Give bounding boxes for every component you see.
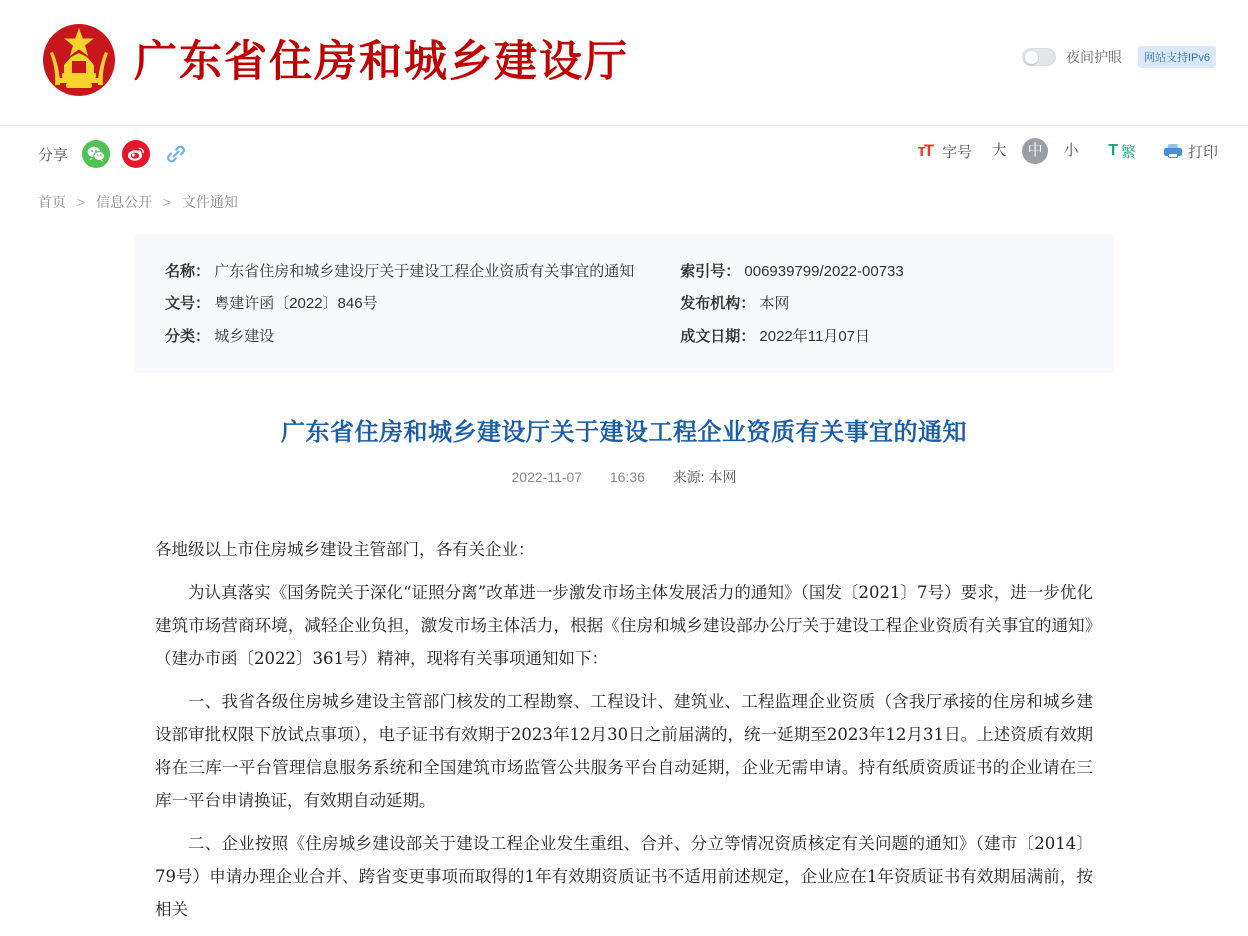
meta-key-name: 名称： [165, 263, 211, 280]
meta-row [680, 256, 1083, 288]
meta-row [165, 256, 634, 288]
traditional-chinese-toggle[interactable] [1108, 141, 1136, 162]
site-header [0, 0, 1248, 126]
source-label: 来源: [672, 468, 705, 485]
publish-time: 16:36 [609, 468, 645, 485]
source-value: 本网 [708, 468, 737, 485]
meta-value-index: 006939799/2022-00733 [744, 263, 904, 280]
ipv6-badge: 网站支持IPv6 [1138, 46, 1216, 68]
printer-icon [1164, 144, 1182, 158]
traditional-chinese-label: 繁 [1120, 143, 1136, 161]
toggle-knob [1025, 51, 1038, 64]
meta-key-category: 分类： [165, 327, 211, 345]
font-size-medium[interactable]: 中 [1022, 138, 1048, 164]
meta-column-right [634, 256, 1083, 353]
meta-row [165, 288, 634, 320]
header-utilities [1022, 46, 1216, 68]
page-title: 广东省住房和城乡建设厅关于建设工程企业资质有关事宜的通知 [281, 418, 967, 446]
font-size-large[interactable]: 大 [991, 142, 1007, 159]
meta-row [680, 321, 1083, 353]
page-toolbar [0, 126, 1248, 188]
meta-column-left [165, 256, 634, 353]
breadcrumb-item-notice[interactable]: 文件通知 [181, 194, 238, 210]
article-subline [99, 467, 1149, 487]
font-size-label: 字号 [942, 143, 973, 161]
meta-value-docnumber: 粤建许函〔2022〕846号 [214, 295, 378, 313]
meta-row [680, 288, 1083, 320]
breadcrumb-item-home[interactable]: 首页 [38, 194, 66, 210]
print-button[interactable] [1164, 141, 1218, 162]
view-options [917, 138, 1218, 164]
breadcrumb-separator: > [76, 194, 86, 210]
publish-date: 2022-11-07 [511, 468, 583, 485]
weibo-icon[interactable] [122, 140, 150, 168]
wechat-icon[interactable] [82, 140, 110, 168]
meta-key-index: 索引号： [680, 263, 741, 280]
meta-row [165, 321, 634, 353]
site-title: 广东省住房和城乡建设厅 [134, 37, 629, 87]
meta-value-category: 城乡建设 [214, 327, 275, 345]
breadcrumb [0, 188, 1248, 212]
night-mode-label: 夜间护眼 [1065, 49, 1122, 65]
meta-value-name: 广东省住房和城乡建设厅关于建设工程企业资质有关事宜的通知 [214, 263, 635, 280]
breadcrumb-item-disclosure[interactable]: 信息公开 [95, 194, 152, 210]
share-group [38, 140, 190, 168]
national-emblem-icon [42, 23, 116, 97]
font-size-small[interactable]: 小 [1063, 142, 1079, 159]
link-icon[interactable] [162, 140, 190, 168]
meta-value-publisher: 本网 [759, 295, 790, 313]
meta-key-date: 成文日期： [680, 327, 756, 345]
article-paragraph: 各地级以上市住房城乡建设主管部门，各有关企业： [155, 539, 535, 559]
article [99, 373, 1149, 926]
print-label: 打印 [1187, 143, 1218, 161]
traditional-chinese-icon: T [1108, 142, 1118, 159]
article-paragraph: 二、企业按照《住房城乡建设部关于建设工程企业发生重组、合并、分立等情况资质核定有关问题的通知》（建市〔2014〕79号）申请办理企业合并、跨省变更事项而取得的1年有效期资质证书不适用前述规定，企业应在1年资质证书有效期届满前，按相关 [155, 833, 1093, 919]
article-paragraph: 为认真落实《国务院关于深化“证照分离”改革进一步激发市场主体发展活力的通知》（国发〔2021〕7号）要求，进一步优化建筑市场营商环境，减轻企业负担，激发市场主体活力，根据《住房和城乡建设部办公厅关于建设工程企业资质有关事宜的通知》（建办市函〔2022〕361号）精神，现将有关事项通知如下： [155, 582, 1093, 668]
share-label: 分享 [38, 146, 69, 164]
meta-key-docnumber: 文号： [165, 295, 211, 313]
meta-key-publisher: 发布机构： [680, 295, 756, 313]
article-paragraph: 一、我省各级住房城乡建设主管部门核发的工程勘察、工程设计、建筑业、工程监理企业资质（含我厅承接的住房和城乡建设部审批权限下放试点事项），电子证书有效期于2023年12月30日之前届满的，统一延期至2023年12月31日。上述资质有效期将在三库一平台管理信息服务系统和全国建筑市场监管公共服务平台自动延期，企业无需申请。持有纸质资质证书的企业请在三库一平台申请换证，有效期自动延期。 [155, 691, 1093, 810]
document-meta-card [135, 234, 1113, 373]
meta-value-date: 2022年11月07日 [759, 327, 871, 345]
breadcrumb-separator: > [162, 194, 172, 210]
night-mode-toggle[interactable] [1022, 48, 1056, 66]
article-body [99, 533, 1149, 926]
font-size-icon: тT [917, 141, 933, 160]
